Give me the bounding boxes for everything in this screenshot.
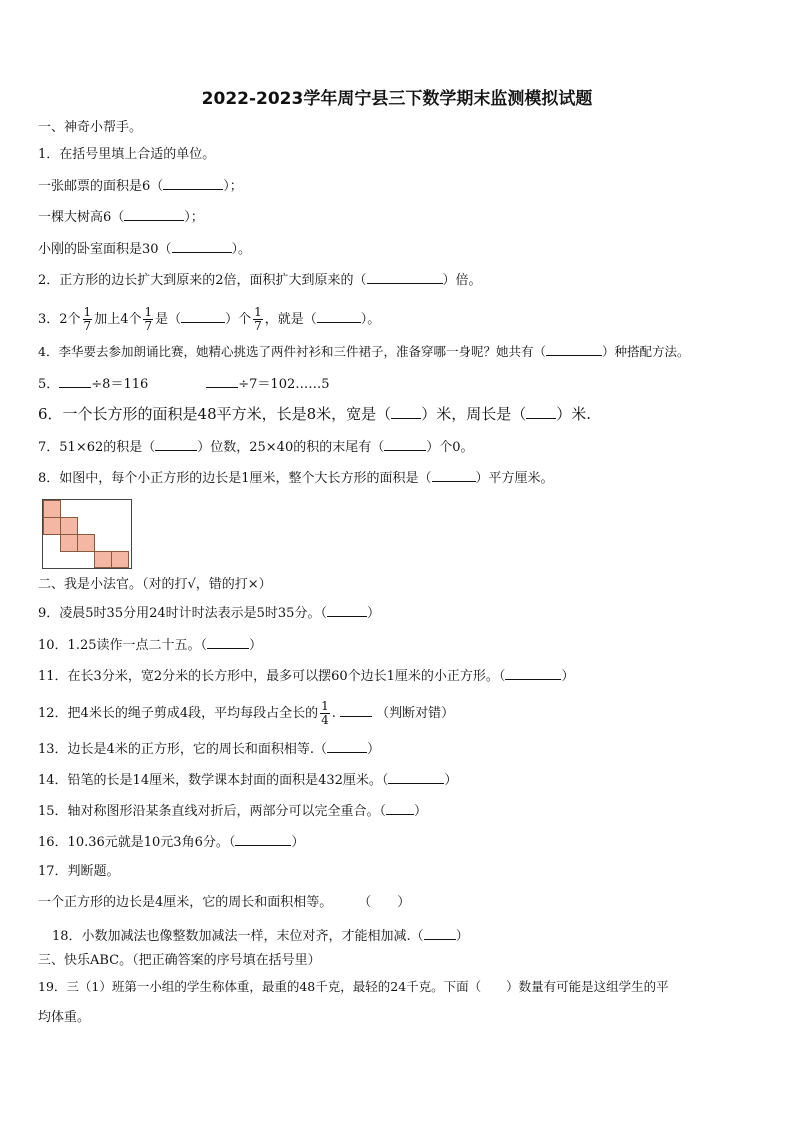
question-text: ）米，周长是（ bbox=[421, 405, 527, 423]
fraction-numerator: 1 bbox=[254, 305, 262, 319]
question-text: 小刚的卧室面积是30（ bbox=[38, 242, 172, 257]
question-1a bbox=[38, 177, 243, 195]
answer-blank[interactable] bbox=[432, 469, 476, 482]
question-text: 7．51×62的积是（ bbox=[38, 440, 156, 455]
answer-paren[interactable]: （ ） bbox=[358, 895, 411, 910]
answer-blank[interactable] bbox=[505, 667, 561, 680]
question-3 bbox=[38, 306, 380, 333]
fraction bbox=[253, 306, 263, 333]
question-text: 14．铅笔的长是14厘米，数学课本封面的面积是432厘米。（ bbox=[38, 773, 389, 788]
section-1-heading: 一、神奇小帮手。 bbox=[38, 120, 143, 135]
question-text: 4．李华要去参加朗诵比赛，她精心挑选了两件衬衫和三件裙子，准备穿哪一身呢？她共有（ bbox=[38, 344, 546, 359]
answer-blank[interactable] bbox=[181, 310, 225, 323]
question-12 bbox=[38, 700, 454, 727]
question-19-line-1: 19．三（1）班第一小组的学生称体重，最重的48千克，最轻的24千克。下面（ ）数量有可能是这组学生的平 bbox=[38, 979, 669, 994]
question-text: 15．轴对称图形沿某条直线对折后，两部分可以完全重合。（ bbox=[38, 804, 387, 819]
question-text: 13．边长是4米的正方形，它的周长和面积相等.（ bbox=[38, 742, 327, 757]
answer-blank[interactable] bbox=[172, 240, 232, 253]
small-square bbox=[111, 551, 129, 568]
answer-blank[interactable] bbox=[386, 802, 414, 815]
fraction-denominator: 7 bbox=[83, 319, 92, 333]
answer-blank[interactable] bbox=[327, 740, 367, 753]
question-text: 10．1.25读作一点二十五。（ bbox=[38, 638, 207, 653]
answer-blank[interactable] bbox=[340, 704, 372, 717]
question-text: ）种搭配方法。 bbox=[601, 344, 690, 359]
answer-blank[interactable] bbox=[317, 310, 361, 323]
small-square bbox=[77, 534, 95, 552]
answer-blank[interactable] bbox=[388, 771, 444, 784]
question-7 bbox=[38, 438, 474, 456]
question-text: 一棵大树高6（ bbox=[38, 210, 125, 225]
question-text: （判断对错） bbox=[376, 706, 455, 721]
question-text: 16．10.36元就是10元3角6分。（ bbox=[38, 835, 236, 850]
question-15 bbox=[38, 802, 427, 820]
fraction-numerator: 1 bbox=[144, 305, 153, 319]
answer-blank[interactable] bbox=[207, 636, 249, 649]
question-2 bbox=[38, 271, 482, 289]
section-3-heading: 三、快乐ABC。（把正确答案的序号填在括号里） bbox=[38, 953, 321, 968]
question-1b bbox=[38, 208, 204, 226]
question-text: ，就是（ bbox=[264, 312, 317, 327]
question-1-stem: 1．在括号里填上合适的单位。 bbox=[38, 147, 216, 162]
question-text: ÷7＝102……5 bbox=[238, 377, 330, 392]
question-text: 2．正方形的边长扩大到原来的2倍，面积扩大到原来的（ bbox=[38, 273, 367, 288]
question-11 bbox=[38, 667, 574, 685]
question-text: 11．在长3分米，宽2分米的长方形中，最多可以摆60个边长1厘米的小正方形。（ bbox=[38, 669, 506, 684]
answer-blank[interactable] bbox=[546, 343, 602, 356]
answer-blank[interactable] bbox=[526, 406, 556, 419]
question-18 bbox=[52, 927, 469, 945]
small-square bbox=[43, 500, 61, 518]
rectangle-grid-figure bbox=[42, 499, 132, 569]
question-text: ）倍。 bbox=[442, 273, 482, 288]
question-text: 6．一个长方形的面积是48平方米，长是8米，宽是（ bbox=[38, 405, 392, 423]
question-text: 5． bbox=[38, 377, 60, 392]
question-text: ）。 bbox=[360, 312, 381, 327]
fraction-denominator: 4 bbox=[321, 713, 329, 727]
small-square bbox=[60, 517, 78, 535]
answer-blank[interactable] bbox=[206, 375, 238, 388]
question-13 bbox=[38, 740, 380, 758]
question-text: 12．把4米长的绳子剪成4段，平均每段占全长的 bbox=[38, 706, 319, 721]
question-17-item bbox=[38, 895, 410, 911]
question-text: ÷8＝116 bbox=[91, 377, 149, 392]
question-text: 3．2个 bbox=[38, 312, 81, 327]
question-text: ）个0。 bbox=[426, 440, 474, 455]
question-5 bbox=[38, 375, 330, 393]
section-2-heading: 二、我是小法官。（对的打√，错的打×） bbox=[38, 577, 272, 592]
question-text: ） bbox=[249, 638, 263, 653]
question-text: ）； bbox=[223, 179, 243, 194]
answer-blank[interactable] bbox=[163, 177, 223, 190]
small-square bbox=[60, 534, 78, 552]
question-text: ） bbox=[444, 773, 458, 788]
question-1c bbox=[38, 240, 251, 258]
answer-blank[interactable] bbox=[424, 927, 456, 940]
question-8 bbox=[38, 469, 554, 487]
question-text: 一个正方形的边长是4厘米，它的周长和面积相等。 bbox=[38, 895, 333, 910]
question-text: 8．如图中，每个小正方形的边长是1厘米，整个大长方形的面积是（ bbox=[38, 471, 432, 486]
fraction bbox=[320, 700, 330, 727]
question-text: ） bbox=[561, 669, 575, 684]
answer-blank[interactable] bbox=[391, 406, 421, 419]
answer-blank[interactable] bbox=[384, 438, 426, 451]
question-text: 是（ bbox=[155, 312, 182, 327]
question-10 bbox=[38, 636, 262, 654]
question-9 bbox=[38, 604, 380, 622]
answer-blank[interactable] bbox=[59, 375, 91, 388]
small-square bbox=[94, 551, 112, 568]
question-14 bbox=[38, 771, 457, 789]
question-19-line-2: 均体重。 bbox=[38, 1010, 91, 1025]
fraction-numerator: 1 bbox=[321, 699, 329, 713]
answer-blank[interactable] bbox=[327, 604, 367, 617]
fraction-denominator: 7 bbox=[144, 319, 153, 333]
question-17-stem: 17．判断题。 bbox=[38, 864, 120, 879]
question-text: ）位数，25×40的积的末尾有（ bbox=[197, 440, 385, 455]
answer-blank[interactable] bbox=[155, 438, 197, 451]
question-text: ）米. bbox=[556, 405, 591, 423]
question-16 bbox=[38, 833, 304, 851]
answer-blank[interactable] bbox=[235, 833, 291, 846]
fraction bbox=[83, 306, 93, 333]
question-text: 加上4个 bbox=[94, 312, 142, 327]
answer-blank[interactable] bbox=[124, 208, 184, 221]
fraction-denominator: 7 bbox=[254, 319, 262, 333]
question-text: ）； bbox=[184, 210, 204, 225]
question-text: ） bbox=[366, 742, 380, 757]
answer-blank[interactable] bbox=[367, 271, 443, 284]
question-4 bbox=[38, 343, 689, 360]
question-text: ） bbox=[414, 804, 428, 819]
question-text: ）平方厘米。 bbox=[475, 471, 554, 486]
question-text: ）。 bbox=[231, 242, 252, 257]
question-text: ） bbox=[455, 929, 469, 944]
fraction bbox=[143, 306, 153, 333]
question-text: 一张邮票的面积是6（ bbox=[38, 179, 164, 194]
question-text: ） bbox=[366, 606, 380, 621]
question-text: 9．凌晨5时35分用24时计时法表示是5时35分。（ bbox=[38, 606, 327, 621]
question-text: ）个 bbox=[225, 312, 252, 327]
question-text: ） bbox=[291, 835, 305, 850]
small-square bbox=[43, 517, 61, 535]
question-text: 18．小数加减法也像整数加减法一样，末位对齐，才能相加减.（ bbox=[52, 929, 424, 944]
fraction-numerator: 1 bbox=[83, 305, 92, 319]
question-text: . bbox=[331, 706, 336, 721]
question-6 bbox=[38, 405, 591, 423]
page-title: 2022-2023学年周宁县三下数学期末监测模拟试题 bbox=[201, 89, 593, 109]
